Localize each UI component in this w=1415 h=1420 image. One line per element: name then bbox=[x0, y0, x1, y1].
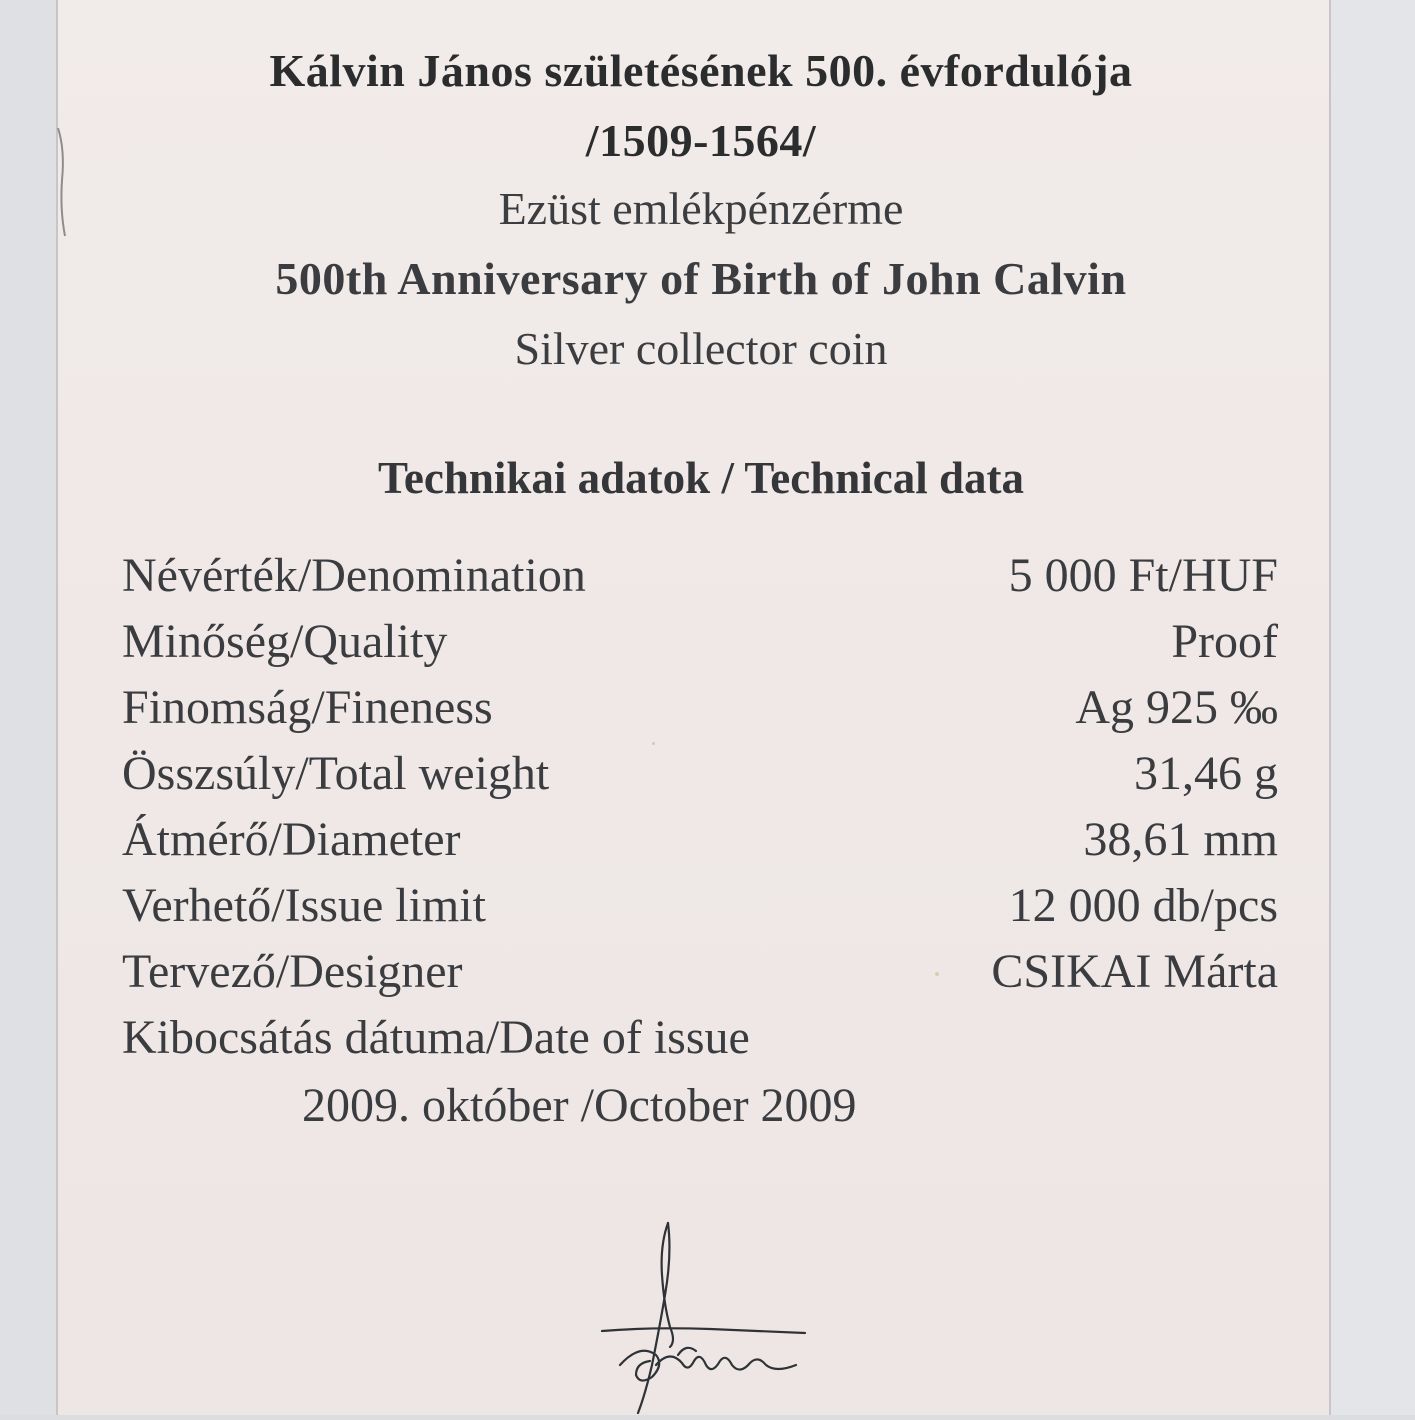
years-range: /1509-1564/ bbox=[585, 115, 817, 166]
spec-row-total-weight bbox=[122, 741, 1278, 807]
spec-value: 12 000 db/pcs bbox=[1008, 879, 1278, 932]
handwritten-signature-icon bbox=[590, 1215, 820, 1415]
spec-row-diameter bbox=[122, 807, 1278, 873]
spec-label: Összsúly/Total weight bbox=[122, 747, 550, 800]
spec-label: Átmérő/Diameter bbox=[122, 813, 461, 866]
spec-label: Verhető/Issue limit bbox=[122, 879, 486, 932]
date-of-issue-value: 2009. október /October 2009 bbox=[302, 1079, 857, 1132]
subtitle-hungarian: Ezüst emlékpénzérme bbox=[498, 183, 904, 234]
spec-row-designer bbox=[122, 939, 1278, 1005]
spec-row-quality bbox=[122, 609, 1278, 675]
spec-value: 5 000 Ft/HUF bbox=[1008, 549, 1278, 602]
spec-row-date-of-issue bbox=[122, 1005, 1278, 1071]
spec-row-denomination bbox=[122, 543, 1278, 609]
spec-value: Ag 925 ‰ bbox=[1075, 681, 1278, 734]
title-english: 500th Anniversary of Birth of John Calvin bbox=[275, 253, 1127, 304]
technical-data-heading: Technikai adatok / Technical data bbox=[377, 453, 1025, 503]
title-hungarian: Kálvin János születésének 500. évfordulója bbox=[269, 45, 1133, 96]
spec-label: Tervező/Designer bbox=[122, 945, 463, 998]
spec-value: 38,61 mm bbox=[1083, 813, 1278, 866]
spec-value: 31,46 g bbox=[1134, 747, 1278, 800]
spec-row-fineness bbox=[122, 675, 1278, 741]
spec-value: Proof bbox=[1171, 615, 1278, 668]
paper-speck bbox=[935, 972, 939, 976]
spec-label: Névérték/Denomination bbox=[122, 549, 586, 602]
spec-value: CSIKAI Márta bbox=[991, 945, 1278, 998]
technical-data-table bbox=[122, 543, 1278, 1071]
subtitle-english: Silver collector coin bbox=[514, 323, 888, 374]
paper-speck bbox=[652, 742, 655, 745]
spec-row-issue-limit bbox=[122, 873, 1278, 939]
spec-label: Finomság/Fineness bbox=[122, 681, 493, 734]
spec-label: Minőség/Quality bbox=[122, 615, 448, 668]
spec-label: Kibocsátás dátuma/Date of issue bbox=[122, 1011, 750, 1064]
